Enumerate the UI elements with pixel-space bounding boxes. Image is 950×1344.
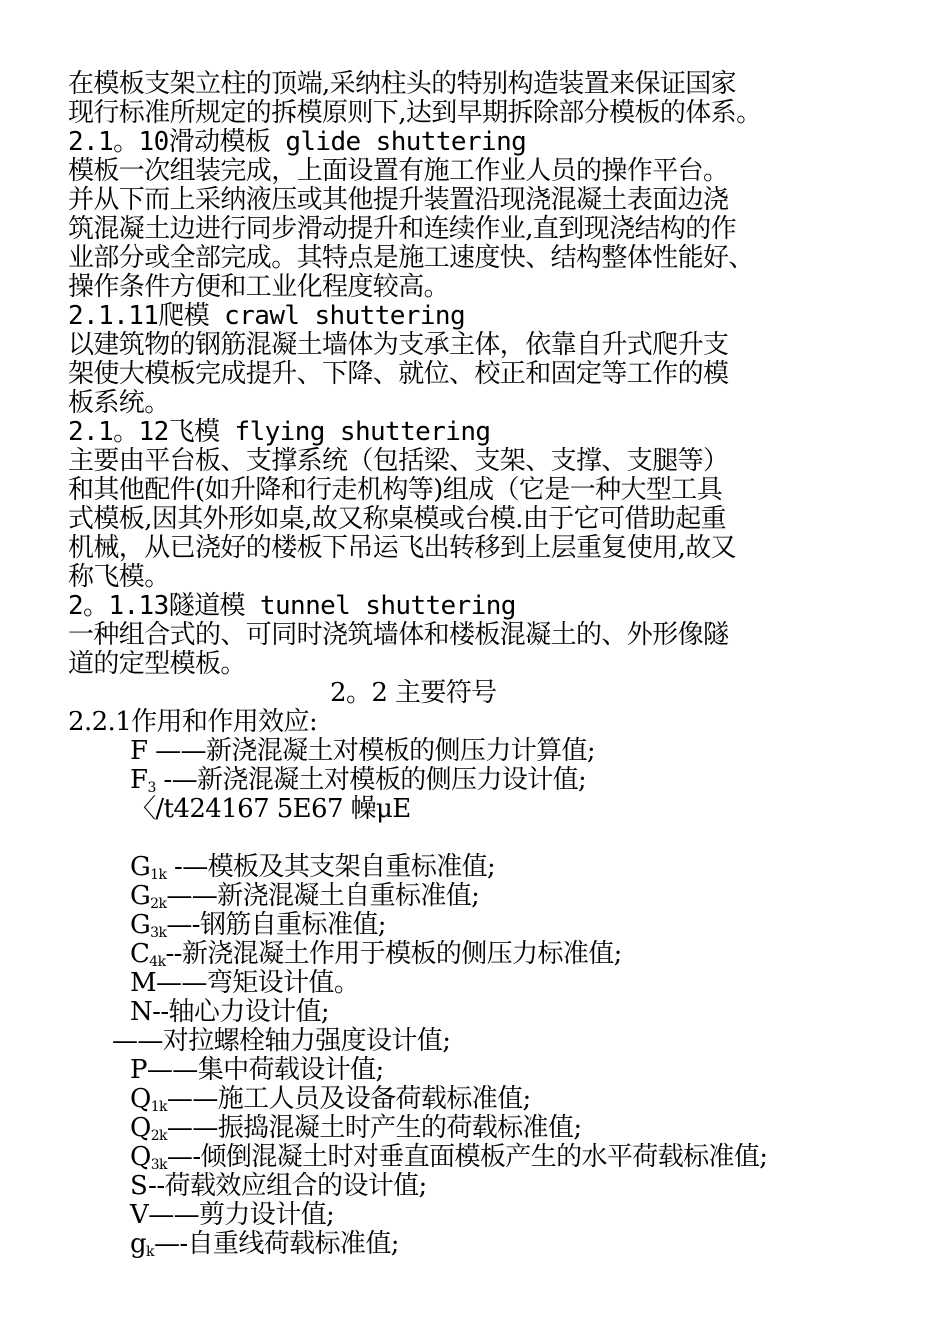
paragraph-line: 在模板支架立柱的顶端,采纳柱头的特别构造装置来保证国家 [68, 69, 737, 99]
paragraph-line: 一种组合式的、可同时浇筑墙体和楼板混凝土的、外形像隧 [68, 620, 729, 650]
paragraph-line: 主要由平台板、支撑系统（包括梁、支架、支撑、支腿等） [68, 446, 729, 476]
symbol-line: $Q_{2k}——$振捣混凝土时产生的荷载标准值; [130, 1113, 582, 1144]
term-heading: 2.1.11爬模 crawl shuttering [68, 301, 466, 331]
symbol-line: ——对拉螺栓轴力强度设计值; [112, 1026, 451, 1056]
paragraph-line: 架使大模板完成提升、下降、就位、校正和固定等工作的模 [68, 359, 729, 389]
symbol-line: $C_{4k}--$新浇混凝土作用于模板的侧压力标准值; [130, 939, 622, 970]
term-heading: 2.1。12飞模 flying shuttering [68, 417, 491, 447]
symbol-line: S--荷载效应组合的设计值; [130, 1171, 427, 1201]
symbol-line: $G_{2k}——$新浇混凝土自重标准值; [130, 881, 480, 912]
symbol-line: $G_{3k}—-$钢筋自重标准值; [130, 910, 386, 941]
symbol-line: V——剪力设计值; [130, 1200, 335, 1230]
symbol-line: P——集中荷载设计值; [130, 1055, 384, 1085]
section-title: 2。2 主要符号 [330, 678, 497, 708]
paragraph-line: 道的定型模板。 [68, 649, 246, 679]
paragraph-line: 并从下而上采纳液压或其他提升装置沿现浇混凝土表面边浇 [68, 185, 729, 215]
paragraph-line: 和其他配件(如升降和行走机构等)组成（它是一种大型工具 [68, 475, 723, 505]
term-heading: 2.1。10滑动模板 glide shuttering [68, 127, 527, 157]
paragraph-line: 机械，从已浇好的楼板下吊运飞出转移到上层重复使用,故又 [68, 533, 737, 563]
paragraph-line: 称飞模。 [68, 562, 170, 592]
symbol-line: $Q_{1k}——$施工人员及设备荷载标准值; [130, 1084, 531, 1115]
garbled-line: 〈/t424167 5E67 幧μE [130, 794, 411, 824]
subsection-heading: 2.2.1作用和作用效应: [68, 707, 318, 737]
paragraph-line: 板系统。 [68, 388, 170, 418]
symbol-line: $G_{1k}$ -—模板及其支架自重标准值; [130, 852, 496, 883]
paragraph-line: 筑混凝土边进行同步滑动提升和连续作业,直到现浇结构的作 [68, 214, 737, 244]
symbol-line: $Q_{3k}—-$倾倒混凝土时对垂直面模板产生的水平荷载标准值; [130, 1142, 768, 1173]
symbol-line: $g_k—-$自重线荷载标准值; [130, 1229, 399, 1260]
term-heading: 2。1.13隧道模 tunnel shuttering [68, 591, 516, 621]
paragraph-line: 业部分或全部完成。其特点是施工速度快、结构整体性能好、 [68, 243, 754, 273]
symbol-line: F ——新浇混凝土对模板的侧压力计算值; [130, 736, 596, 766]
symbol-line: M——弯矩设计值。 [130, 968, 360, 998]
paragraph-line: 以建筑物的钢筋混凝土墙体为支承主体，依靠自升式爬升支 [68, 330, 729, 360]
symbol-line: $F_3$ -—新浇混凝土对模板的侧压力设计值; [130, 765, 587, 796]
paragraph-line: 现行标准所规定的拆模原则下,达到早期拆除部分模板的体系。 [68, 98, 762, 128]
paragraph-line: 模板一次组装完成，上面设置有施工作业人员的操作平台。 [68, 156, 729, 186]
paragraph-line: 操作条件方便和工业化程度较高。 [68, 272, 450, 302]
symbol-line: N--轴心力设计值; [130, 997, 330, 1027]
paragraph-line: 式模板,因其外形如桌,故又称桌模或台模.由于它可借助起重 [68, 504, 726, 534]
